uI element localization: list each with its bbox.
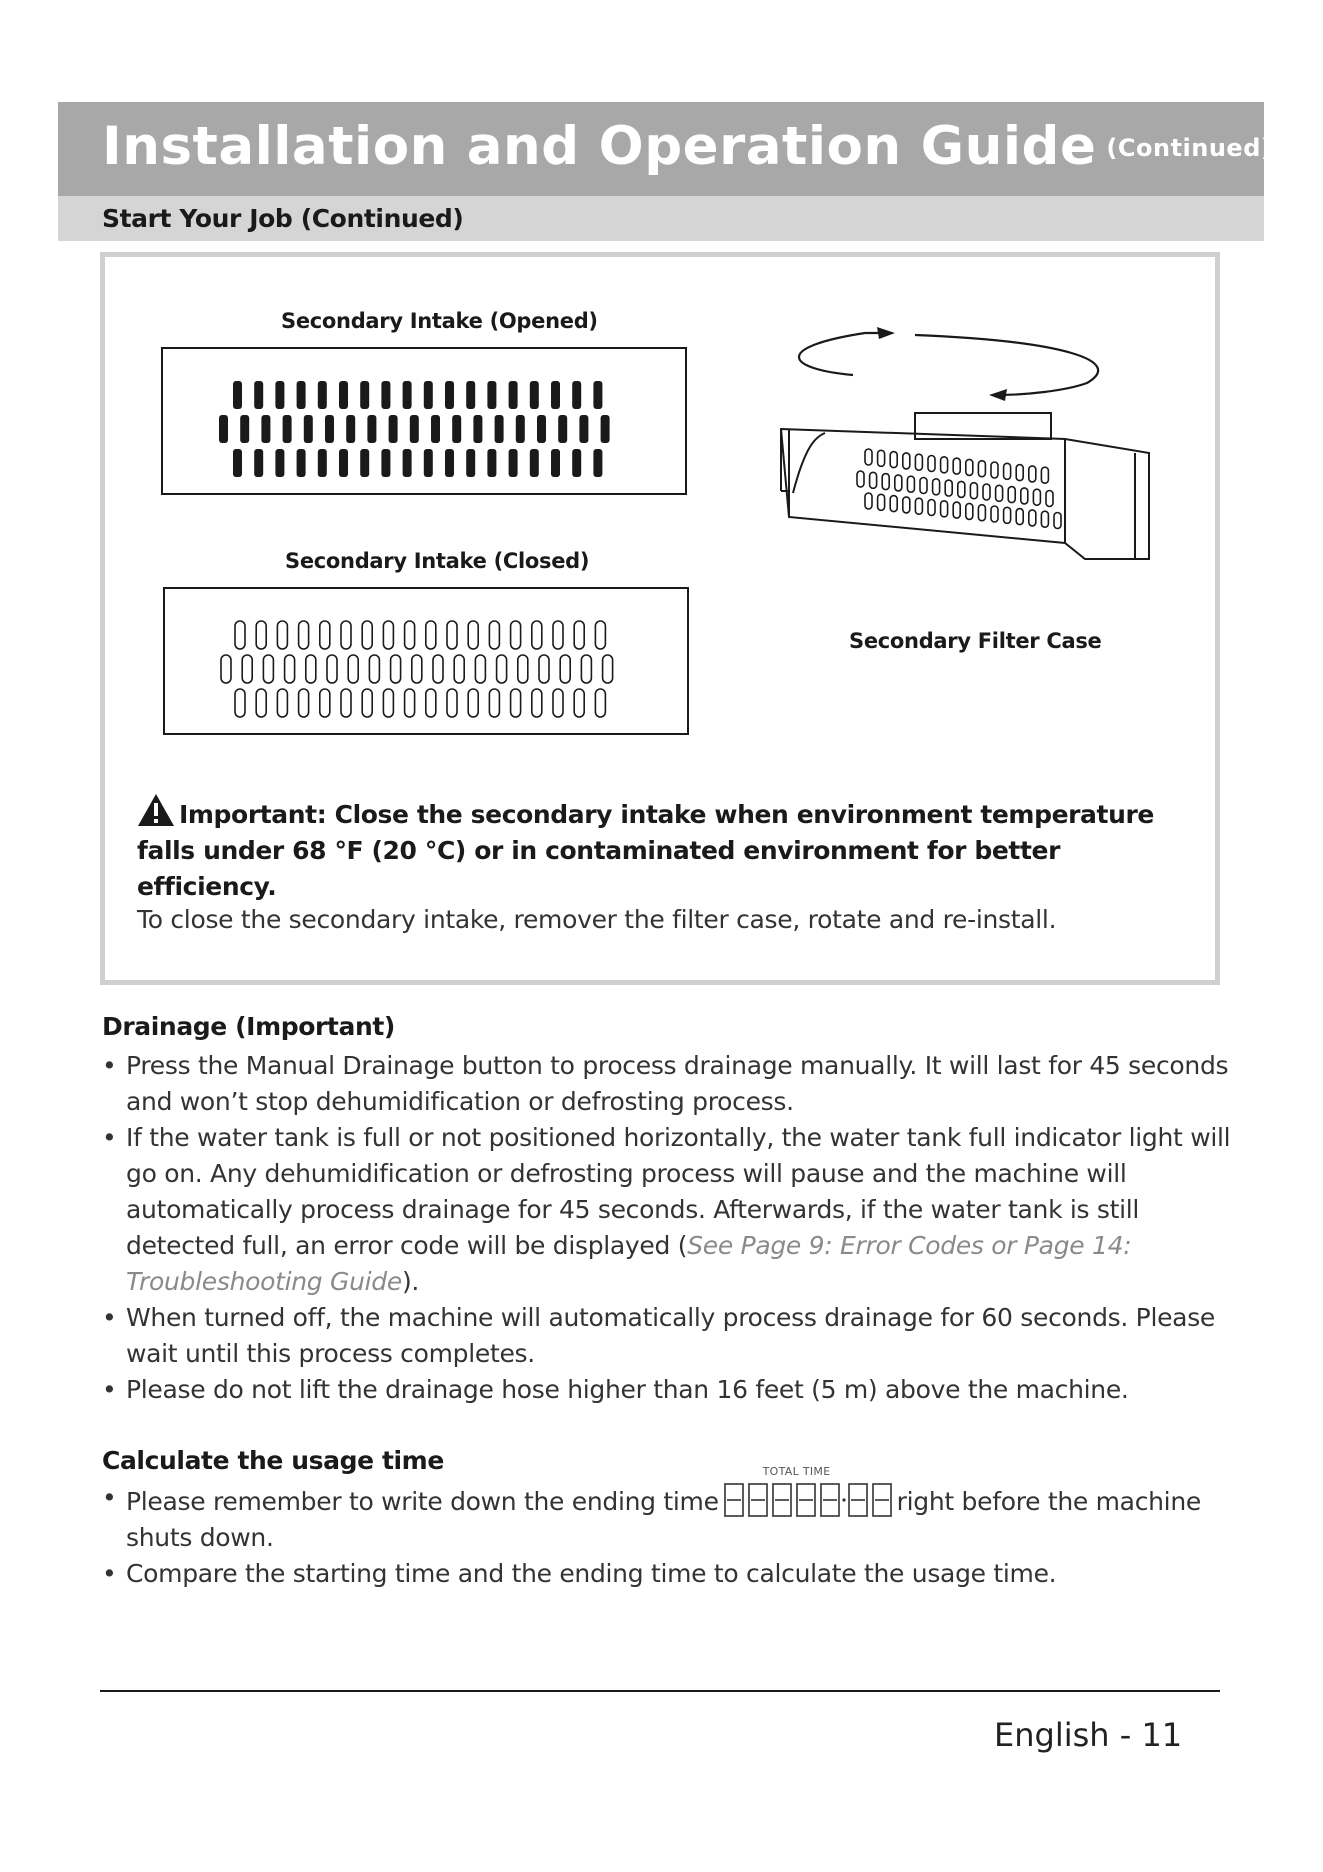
intake-slot xyxy=(275,449,284,477)
intake-slot xyxy=(497,655,507,683)
arrow-head-icon xyxy=(877,327,895,339)
case-slot xyxy=(890,496,897,512)
case-slot xyxy=(1021,488,1028,504)
page-reference: See Page 9: Error Codes or Page 14: Troubleshooting Guide xyxy=(126,1231,1132,1296)
usage-heading: Calculate the usage time xyxy=(102,1446,444,1475)
close-intake-instruction: To close the secondary intake, remover the filter case, rotate and re-install. xyxy=(137,905,1057,934)
case-slot xyxy=(890,452,897,468)
case-slot xyxy=(966,459,973,475)
case-slot xyxy=(920,478,927,494)
list-item-text: ). xyxy=(401,1267,420,1296)
case-slot xyxy=(865,493,872,509)
list-item-text: right before the machine shuts down. xyxy=(126,1487,1201,1552)
title-text: Installation and Operation Guide xyxy=(102,116,1097,177)
intake-slot xyxy=(299,621,309,649)
intake-slot xyxy=(391,655,401,683)
intake-slot xyxy=(233,381,242,409)
intake-slot xyxy=(553,621,563,649)
case-slot xyxy=(953,458,960,474)
intake-slot xyxy=(297,449,306,477)
warning-icon xyxy=(137,793,175,827)
intake-slot xyxy=(240,415,249,443)
intake-slot xyxy=(518,655,528,683)
intake-slot xyxy=(327,655,337,683)
subtitle-bar xyxy=(58,196,1264,241)
case-slot xyxy=(1033,489,1040,505)
case-slot xyxy=(978,461,985,477)
intake-slot xyxy=(447,621,457,649)
case-slot xyxy=(1041,467,1048,483)
intake-slot xyxy=(595,689,605,717)
intake-slot xyxy=(412,655,422,683)
case-slot xyxy=(907,476,914,492)
intake-slot xyxy=(369,655,379,683)
intake-slot xyxy=(454,655,464,683)
case-slot xyxy=(966,503,973,519)
case-slot xyxy=(996,485,1003,501)
case-slot xyxy=(933,479,940,495)
list-item xyxy=(102,1372,1232,1408)
intake-slot xyxy=(297,381,306,409)
intake-slot xyxy=(339,449,348,477)
case-slot xyxy=(978,505,985,521)
intake-slot xyxy=(603,655,613,683)
list-item xyxy=(102,1556,1232,1592)
intake-slot xyxy=(579,415,588,443)
intake-slot xyxy=(339,381,348,409)
intake-slot xyxy=(539,655,549,683)
intake-slot xyxy=(320,689,330,717)
rotate-arrow-icon xyxy=(799,333,1098,395)
intake-slot xyxy=(254,381,263,409)
title-suffix: (Continued) xyxy=(1106,134,1273,162)
intake-slot xyxy=(383,689,393,717)
intake-slot xyxy=(275,381,284,409)
case-slot xyxy=(991,506,998,522)
intake-slot xyxy=(551,381,560,409)
case-slot xyxy=(1054,513,1061,529)
list-item-text: Press the Manual Drainage button to process drainage manually. It will last for 45 seconds and won’t stop dehumidification or defrosting process. xyxy=(126,1051,1229,1116)
case-slot xyxy=(958,481,965,497)
intake-slot xyxy=(256,621,266,649)
case-slot xyxy=(945,480,952,496)
case-slot xyxy=(991,462,998,478)
intake-slot xyxy=(431,415,440,443)
intake-slot xyxy=(410,415,419,443)
intake-slot xyxy=(447,689,457,717)
intake-slot xyxy=(341,689,351,717)
intake-slot xyxy=(306,655,316,683)
intake-slot xyxy=(601,415,610,443)
intake-slot xyxy=(509,381,518,409)
case-slot xyxy=(857,471,864,487)
intake-slot xyxy=(318,381,327,409)
intake-slot xyxy=(424,381,433,409)
total-time-display xyxy=(723,1465,893,1520)
important-text: Important: Close the secondary intake when environment temperature falls under 68 °F (20 °C) or in contaminated environment for better efficiency. xyxy=(137,800,1154,901)
intake-slot xyxy=(509,449,518,477)
intake-slot xyxy=(235,621,245,649)
colon-dot xyxy=(842,1498,845,1501)
intake-slot xyxy=(452,415,461,443)
intake-slot xyxy=(468,689,478,717)
case-slot xyxy=(941,501,948,517)
case-slot xyxy=(870,472,877,488)
case-slot xyxy=(1029,466,1036,482)
intake-slot xyxy=(489,621,499,649)
case-slot xyxy=(928,456,935,472)
intake-slot xyxy=(511,621,521,649)
intake-slot xyxy=(383,621,393,649)
case-slot xyxy=(903,453,910,469)
case-slot xyxy=(878,450,885,466)
intake-slot xyxy=(381,381,390,409)
list-item xyxy=(102,1300,1232,1372)
important-note xyxy=(137,793,1197,905)
secondary-filter-case-drawing xyxy=(765,297,1185,567)
list-item-text: If the water tank is full or not positioned horizontally, the water tank full indicator light will go on. Any dehumidification or defrosting process will pause and the machine will automatically process drainage for 45 seconds. Afterwards, if the water tank is still detected full, an error code will be displayed ( xyxy=(126,1123,1231,1260)
intake-slot xyxy=(360,381,369,409)
intake-slot xyxy=(574,689,584,717)
case-slot xyxy=(970,483,977,499)
intake-slot xyxy=(426,621,436,649)
intake-slot xyxy=(277,689,287,717)
intake-slot xyxy=(318,449,327,477)
intake-slot xyxy=(235,689,245,717)
intake-slot xyxy=(473,415,482,443)
illustration-panel xyxy=(100,252,1220,985)
intake-closed-label: Secondary Intake (Closed) xyxy=(285,549,590,573)
intake-slot xyxy=(560,655,570,683)
list-item-text: Please do not lift the drainage hose higher than 16 feet (5 m) above the machine. xyxy=(126,1375,1129,1404)
page-title xyxy=(102,116,1272,177)
intake-slot xyxy=(530,381,539,409)
intake-slot xyxy=(558,415,567,443)
case-slot xyxy=(903,497,910,513)
case-slot xyxy=(1004,507,1011,523)
intake-slot xyxy=(466,449,475,477)
case-slot xyxy=(953,502,960,518)
intake-slot xyxy=(403,381,412,409)
intake-slot xyxy=(532,621,542,649)
intake-slot xyxy=(277,621,287,649)
intake-opened-label: Secondary Intake (Opened) xyxy=(281,309,598,333)
case-slot xyxy=(1008,487,1015,503)
case-slot xyxy=(895,475,902,491)
usage-list xyxy=(102,1465,1232,1592)
section-subtitle: Start Your Job (Continued) xyxy=(102,204,464,233)
intake-slot xyxy=(325,415,334,443)
arrow-head-icon xyxy=(989,389,1007,401)
intake-slot xyxy=(242,655,252,683)
intake-slot xyxy=(593,381,602,409)
total-time-caption: TOTAL TIME xyxy=(762,1465,831,1478)
intake-slot xyxy=(304,415,313,443)
intake-slot xyxy=(553,689,563,717)
list-item xyxy=(102,1120,1232,1300)
intake-slot xyxy=(595,621,605,649)
intake-slot xyxy=(261,415,270,443)
case-slot xyxy=(878,494,885,510)
drainage-heading: Drainage (Important) xyxy=(102,1012,395,1041)
intake-slot xyxy=(263,655,273,683)
intake-slot xyxy=(254,449,263,477)
intake-slot xyxy=(511,689,521,717)
intake-closed-grille xyxy=(163,587,689,735)
intake-slot xyxy=(487,381,496,409)
intake-opened-slots xyxy=(163,349,689,497)
list-item-text: When turned off, the machine will automatically process drainage for 60 seconds. Please wait until this process completes. xyxy=(126,1303,1216,1368)
intake-slot xyxy=(221,655,231,683)
list-item-text: Compare the starting time and the ending time to calculate the usage time. xyxy=(126,1559,1057,1588)
intake-slot xyxy=(362,621,372,649)
case-slot xyxy=(915,498,922,514)
intake-slot xyxy=(219,415,228,443)
case-slot xyxy=(983,484,990,500)
intake-slot xyxy=(320,621,330,649)
intake-slot xyxy=(299,689,309,717)
intake-opened-grille xyxy=(161,347,687,495)
intake-slot xyxy=(367,415,376,443)
intake-slot xyxy=(530,449,539,477)
intake-slot xyxy=(581,655,591,683)
intake-slot xyxy=(516,415,525,443)
intake-slot xyxy=(574,621,584,649)
intake-slot xyxy=(537,415,546,443)
intake-slot xyxy=(381,449,390,477)
intake-slot xyxy=(445,449,454,477)
case-slot xyxy=(941,457,948,473)
intake-slot xyxy=(348,655,358,683)
case-slot xyxy=(915,454,922,470)
drainage-list xyxy=(102,1048,1232,1408)
case-slot xyxy=(928,500,935,516)
case-slot xyxy=(865,449,872,465)
intake-slot xyxy=(285,655,295,683)
intake-slot xyxy=(593,449,602,477)
intake-closed-slots xyxy=(165,589,691,737)
list-item-text: Please remember to write down the ending time xyxy=(126,1487,719,1516)
footer-divider xyxy=(100,1690,1220,1692)
intake-slot xyxy=(487,449,496,477)
case-slot xyxy=(1004,463,1011,479)
intake-slot xyxy=(389,415,398,443)
intake-slot xyxy=(495,415,504,443)
intake-slot xyxy=(405,621,415,649)
intake-slot xyxy=(360,449,369,477)
intake-slot xyxy=(424,449,433,477)
case-slot xyxy=(1016,465,1023,481)
intake-slot xyxy=(572,381,581,409)
intake-slot xyxy=(283,415,292,443)
case-slot xyxy=(1029,510,1036,526)
case-slot xyxy=(1041,511,1048,527)
intake-slot xyxy=(475,655,485,683)
intake-slot xyxy=(445,381,454,409)
intake-slot xyxy=(433,655,443,683)
case-slot xyxy=(1016,509,1023,525)
intake-slot xyxy=(426,689,436,717)
filter-case-slots xyxy=(857,449,1061,529)
intake-slot xyxy=(468,621,478,649)
intake-slot xyxy=(489,689,499,717)
intake-slot xyxy=(362,689,372,717)
case-slot xyxy=(1046,491,1053,507)
intake-slot xyxy=(466,381,475,409)
intake-slot xyxy=(346,415,355,443)
intake-slot xyxy=(405,689,415,717)
intake-slot xyxy=(403,449,412,477)
case-slot xyxy=(882,474,889,490)
intake-slot xyxy=(532,689,542,717)
intake-slot xyxy=(572,449,581,477)
list-item xyxy=(102,1048,1232,1120)
intake-slot xyxy=(233,449,242,477)
filter-case-label: Secondary Filter Case xyxy=(849,629,1102,653)
page-number: English - 11 xyxy=(994,1716,1183,1754)
intake-slot xyxy=(341,621,351,649)
intake-slot xyxy=(256,689,266,717)
title-bar xyxy=(58,102,1273,196)
intake-slot xyxy=(551,449,560,477)
list-item xyxy=(102,1465,1232,1556)
